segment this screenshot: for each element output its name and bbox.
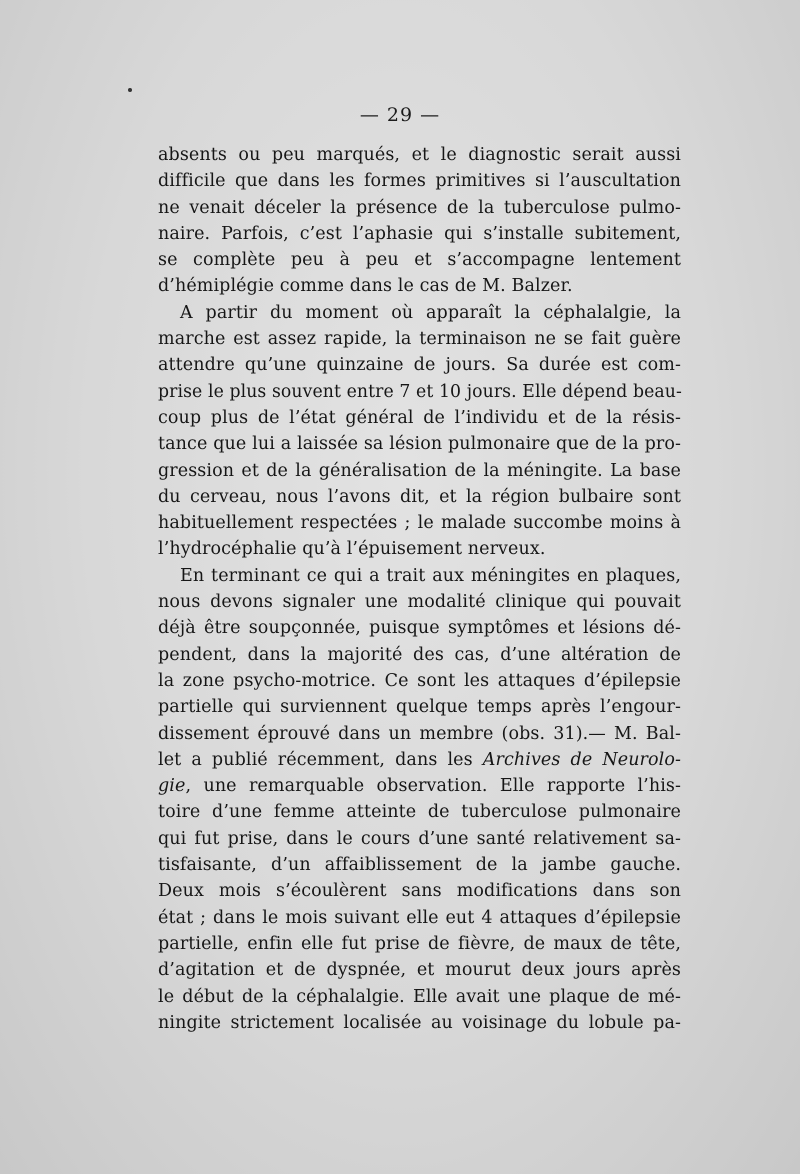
text-line-with-italic — [158, 747, 681, 773]
text-line: A partir du moment où apparaît la céphalalgie, la — [180, 302, 681, 323]
text-line: d’hémiplégie comme dans le cas de M. Balzer. — [158, 276, 573, 297]
text-line: se complète peu à peu et s’accompagne lentement — [158, 250, 681, 271]
text-line: gression et de la généralisation de la méningite. La base — [158, 460, 681, 481]
text-line: pendent, dans la majorité des cas, d’une altération de — [158, 644, 681, 665]
text-line: du cerveau, nous l’avons dit, et la région bulbaire sont — [158, 486, 681, 507]
text-line: la zone psycho-motrice. Ce sont les attaques d’épilepsie — [158, 670, 681, 691]
text-line: marche est assez rapide, la terminaison ne se fait guère — [158, 329, 681, 350]
text-line: état ; dans le mois suivant elle eut 4 attaques d’épilepsie — [158, 907, 681, 928]
text-line: tance que lui a laissée sa lésion pulmonaire que de la pro- — [158, 434, 681, 455]
ink-speck — [128, 88, 132, 92]
text-line: attendre qu’une quinzaine de jours. Sa durée est com- — [158, 355, 681, 376]
text-line: partielle qui surviennent quelque temps après l’engour- — [158, 697, 681, 718]
text-line-with-italic — [158, 773, 681, 799]
text-line: partielle, enfin elle fut prise de fièvre, de maux de tête, — [158, 933, 681, 954]
text-line: Deux mois s’écoulèrent sans modifications dans son — [158, 881, 681, 902]
text-line: l’hydrocéphalie qu’à l’épuisement nerveux. — [158, 539, 546, 560]
text-line: habituellement respectées ; le malade succombe moins à — [158, 513, 681, 534]
text-line: En terminant ce qui a trait aux méningites en plaques, — [180, 565, 681, 586]
page-number: — 29 — — [359, 104, 441, 126]
text-line: dissement éprouvé dans un membre (obs. 31).— M. Bal- — [158, 723, 681, 744]
body-text — [158, 142, 681, 1036]
text-run: , une remarquable observation. Elle rapporte l’his- — [185, 776, 681, 797]
text-line: déjà être soupçonnée, puisque symptômes et lésions dé- — [158, 618, 681, 639]
text-line: le début de la céphalalgie. Elle avait une plaque de mé- — [158, 986, 681, 1007]
text-line: tisfaisante, d’un affaiblissement de la jambe gauche. — [158, 855, 681, 876]
text-line: difficile que dans les formes primitives si l’auscultation — [158, 171, 681, 192]
text-line: coup plus de l’état général de l’individu et de la résis- — [158, 407, 681, 428]
italic-title-run: Archives de Neurolo- — [482, 749, 682, 770]
text-line: naire. Parfois, c’est l’aphasie qui s’installe subitement, — [158, 223, 681, 244]
text-line: nous devons signaler une modalité clinique qui pouvait — [158, 592, 681, 613]
text-line: prise le plus souvent entre 7 et 10 jours. Elle dépend beau- — [158, 381, 682, 402]
text-line: qui fut prise, dans le cours d’une santé relativement sa- — [158, 828, 681, 849]
text-line: ne venait déceler la présence de la tuberculose pulmo- — [158, 197, 681, 218]
text-run: let a publié récemment, dans les — [158, 749, 483, 770]
text-line: absents ou peu marqués, et le diagnostic serait aussi — [158, 145, 681, 165]
text-line: toire d’une femme atteinte de tuberculose pulmonaire — [158, 802, 681, 823]
text-line: ningite strictement localisée au voisinage du lobule pa- — [158, 1012, 681, 1033]
text-line: d’agitation et de dyspnée, et mourut deux jours après — [158, 960, 681, 981]
italic-title-run: gie — [158, 776, 186, 797]
